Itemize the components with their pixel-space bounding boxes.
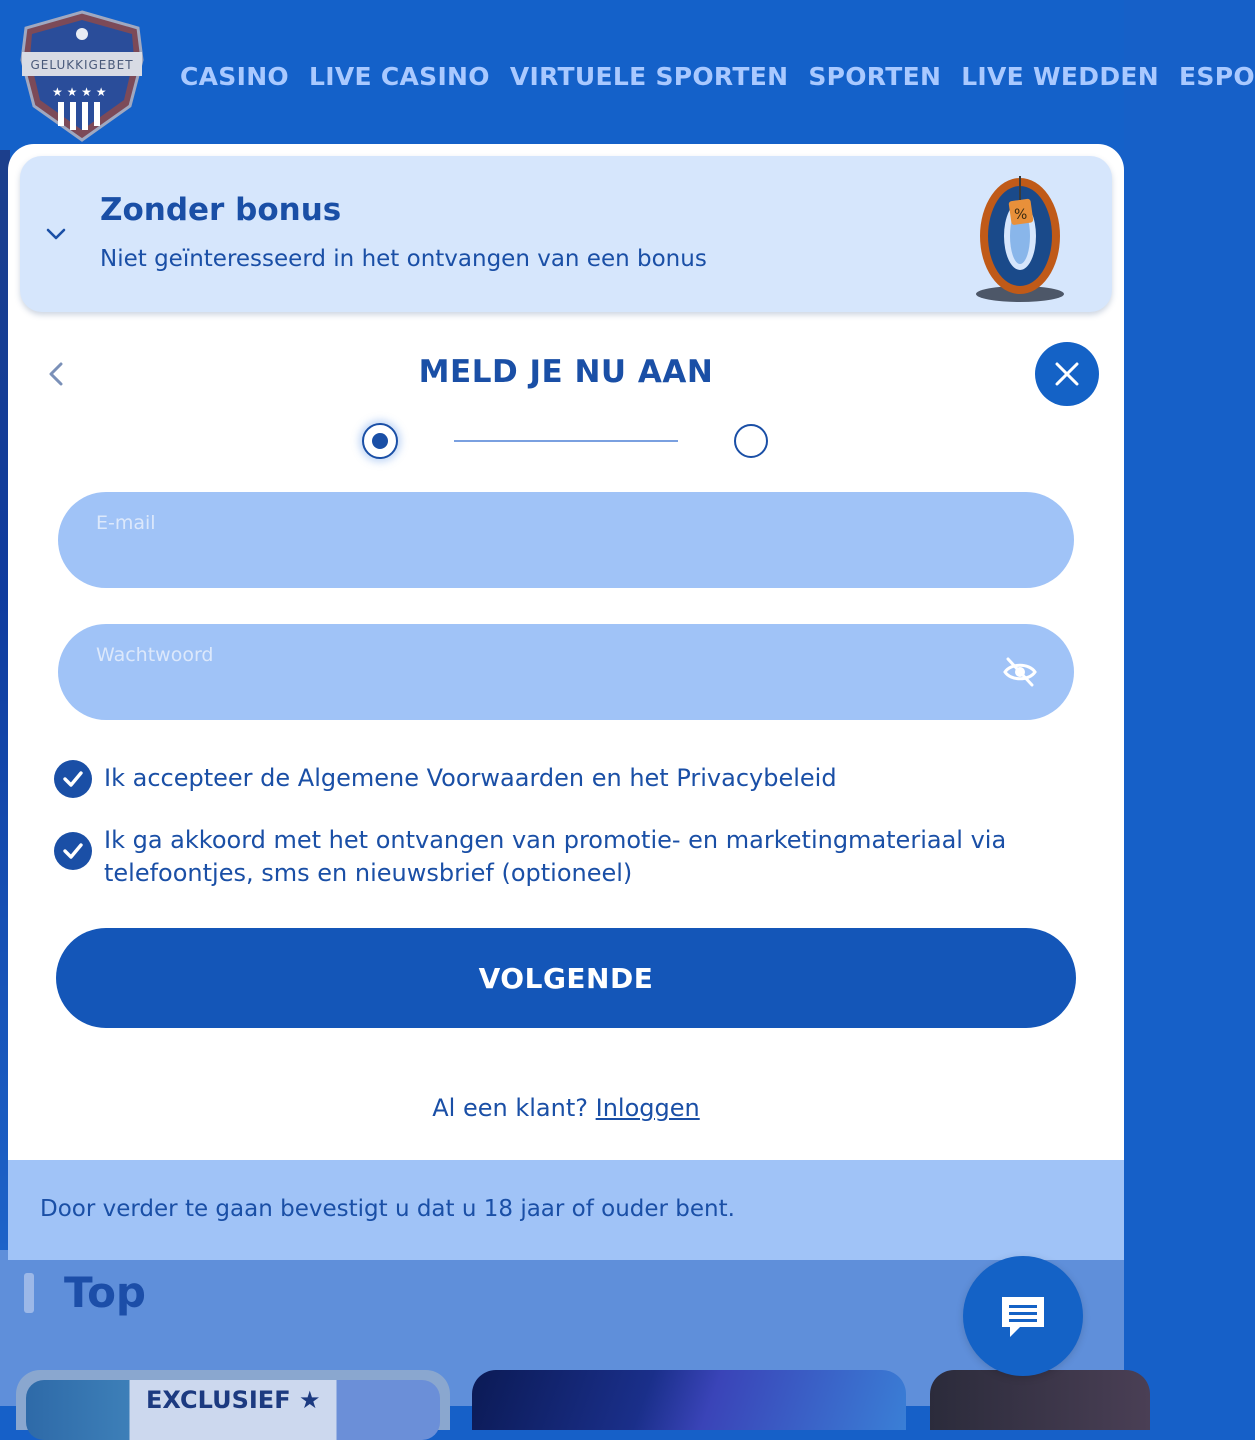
marketing-checkbox-label[interactable]: Ik ga akkoord met het ontvangen van promotie- en marketingmateriaal via telefoontjes, sms en nieuwsbrief (optioneel) (104, 826, 1007, 887)
nav-esports[interactable]: ESPO (1179, 62, 1255, 91)
game-card[interactable] (472, 1370, 906, 1430)
step-indicator-active (362, 423, 398, 459)
chat-icon (998, 1291, 1048, 1341)
exclusive-label: EXCLUSIEF ★ (146, 1386, 321, 1414)
section-marker (24, 1273, 34, 1313)
password-input[interactable] (96, 670, 996, 700)
email-field[interactable] (58, 492, 1074, 588)
zero-percent-icon (970, 162, 1070, 308)
check-icon (61, 839, 85, 863)
nav-live-casino[interactable]: LIVE CASINO (308, 62, 490, 91)
marketing-checkbox[interactable] (54, 832, 92, 870)
login-prompt-text: Al een klant? (432, 1094, 588, 1122)
login-link[interactable]: Inloggen (595, 1094, 700, 1122)
next-button[interactable]: VOLGENDE (56, 928, 1076, 1028)
terms-checkbox[interactable] (54, 760, 92, 798)
eye-off-icon[interactable] (1002, 654, 1038, 690)
email-label: E-mail (96, 512, 156, 534)
modal-title: MELD JE NU AAN (418, 354, 714, 390)
site-logo[interactable] (18, 10, 146, 144)
nav-sports[interactable]: SPORTEN (808, 62, 942, 91)
age-notice-text: Door verder te gaan bevestigt u dat u 18 jaar of ouder bent. (40, 1196, 735, 1222)
bonus-selector[interactable] (20, 156, 1112, 312)
game-card[interactable] (16, 1370, 450, 1430)
svg-text:%: % (1014, 207, 1028, 223)
check-icon (61, 767, 85, 791)
close-icon (1054, 361, 1080, 387)
exclusive-text: EXCLUSIEF (146, 1386, 291, 1414)
nav-virtual-sports[interactable]: VIRTUELE SPORTEN (509, 62, 789, 91)
password-label: Wachtwoord (96, 644, 214, 666)
top-section-header (24, 1268, 146, 1317)
password-field[interactable] (58, 624, 1074, 720)
chevron-down-icon[interactable] (44, 222, 68, 246)
nav-casino[interactable]: CASINO (180, 62, 289, 91)
chat-button[interactable] (963, 1256, 1083, 1376)
step-connector (454, 440, 678, 442)
bonus-subtitle: Niet geïnteresseerd in het ontvangen van een bonus (100, 246, 707, 272)
terms-checkbox-label[interactable]: Ik accepteer de Algemene Voorwaarden en het Privacybeleid (104, 764, 837, 792)
email-input[interactable] (96, 538, 996, 568)
svg-text:★ ★ ★ ★: ★ ★ ★ ★ (52, 85, 107, 99)
game-card[interactable] (930, 1370, 1150, 1430)
nav-live-betting[interactable]: LIVE WEDDEN (961, 62, 1160, 91)
bonus-title: Zonder bonus (100, 192, 342, 228)
age-notice (8, 1160, 1124, 1260)
signup-modal (8, 144, 1124, 1260)
top-navigation-bar (0, 0, 1255, 150)
main-nav (180, 62, 1255, 91)
login-prompt (8, 1094, 1124, 1122)
section-title: Top (64, 1268, 146, 1317)
step-indicator-inactive (734, 424, 768, 458)
logo-text: GELUKKIGEBET (30, 58, 134, 72)
close-button[interactable] (1035, 342, 1099, 406)
